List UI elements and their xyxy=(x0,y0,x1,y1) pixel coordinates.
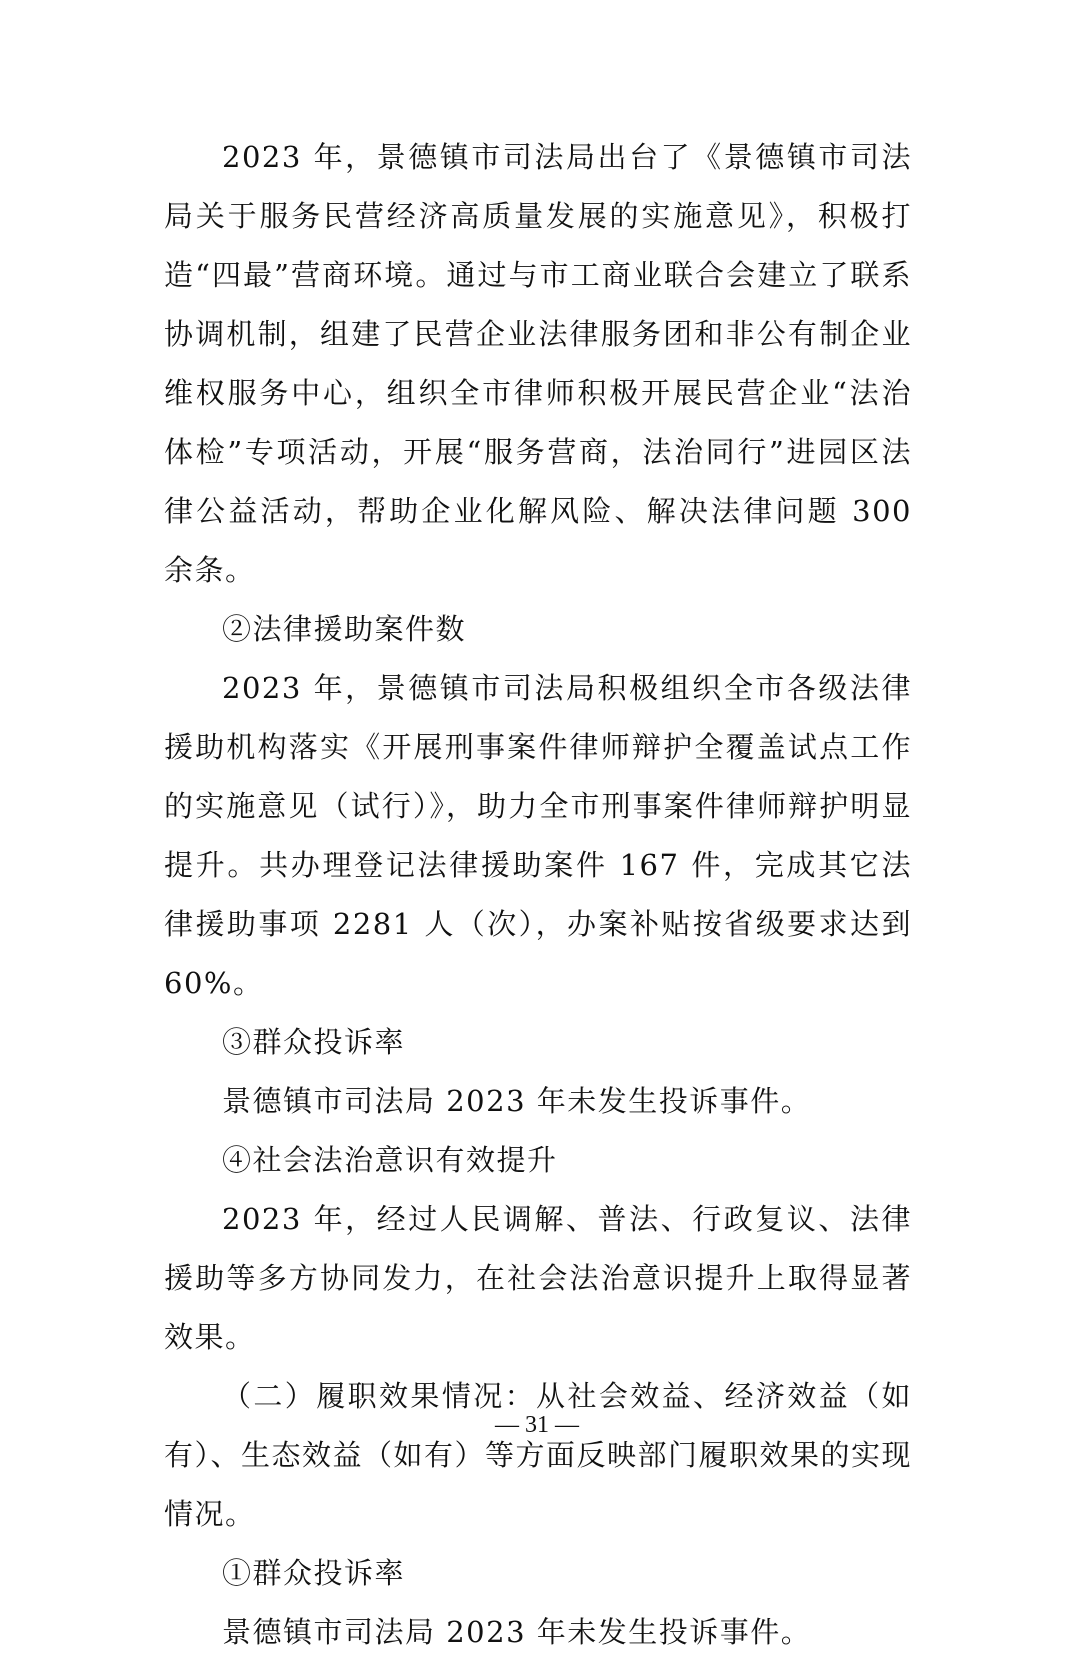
heading-legal-aid-cases: ②法律援助案件数 xyxy=(222,612,467,646)
paragraph-legal-aid-cases: 2023 年，景德镇市司法局积极组织全市各级法律援助机构落实《开展刑事案件律师辩护全覆盖试点工作的实施意见（试行）》，助力全市刑事案件律师辩护明显提升。共办理登记法律援助案件 167 件，完成其它法律援助事项 2281 人（次），办案补贴按省级要求达到 60%。 xyxy=(164,671,912,1000)
paragraph-legal-awareness: 2023 年，经过人民调解、普法、行政复议、法律援助等多方协同发力，在社会法治意识提升上取得显著效果。 xyxy=(164,1202,912,1354)
paragraph-performance-effects: （二）履职效果情况：从社会效益、经济效益（如有）、生态效益（如有）等方面反映部门履职效果的实现情况。 xyxy=(164,1379,913,1531)
paragraph-private-economy-services: 2023 年，景德镇市司法局出台了《景德镇市司法局关于服务民营经济高质量发展的实施意见》，积极打造“四最”营商环境。通过与市工商业联合会建立了联系协调机制，组建了民营企业法律服务团和非公有制企业维权服务中心，组织全市律师积极开展民营企业“法治体检”专项活动，开展“服务营商，法治同行”进园区法律公益活动，帮助企业化解风险、解决法律问题 300 余条。 xyxy=(164,140,912,587)
heading-legal-awareness: ④社会法治意识有效提升 xyxy=(222,1143,558,1177)
heading-complaint-rate: ③群众投诉率 xyxy=(222,1025,406,1059)
heading-complaint-rate-2: ①群众投诉率 xyxy=(222,1556,406,1590)
paragraph-complaint-rate-2: 景德镇市司法局 2023 年未发生投诉事件。 xyxy=(222,1615,812,1649)
paragraph-complaint-rate: 景德镇市司法局 2023 年未发生投诉事件。 xyxy=(222,1084,812,1118)
page-number: — 31 — xyxy=(495,1412,579,1438)
